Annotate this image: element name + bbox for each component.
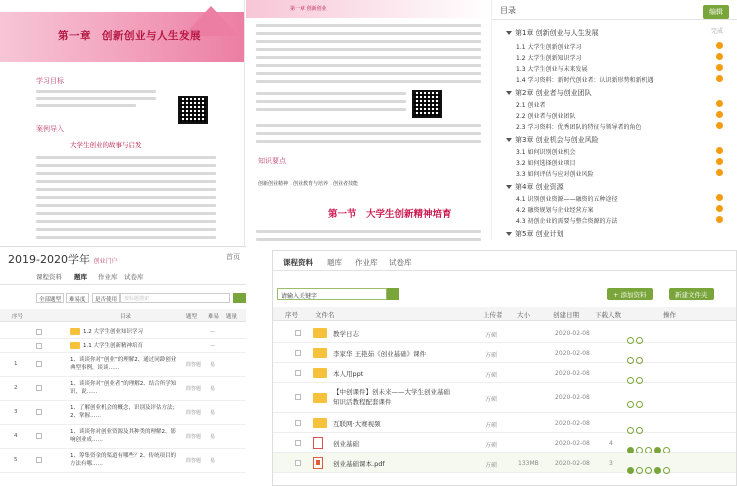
outline-header [492,0,737,20]
table-row[interactable]: 创业基础 方硕 2020-02-08 4 [273,433,737,453]
chapter-1[interactable]: 第1章 创新创业与人生发展 [506,28,599,38]
add-material-button[interactable]: + 添加资料 [607,288,653,300]
row-checkbox[interactable] [36,361,42,367]
tab-homework[interactable]: 作业库 [355,258,378,267]
row-checkbox[interactable] [295,460,301,466]
course-materials-panel [272,250,737,486]
qr-code-image [178,96,208,124]
row-checkbox[interactable] [295,370,301,376]
tab-bar [273,251,737,271]
folder-icon [313,348,327,358]
image-file-icon [313,437,323,449]
table-row[interactable]: 4 1、谈谈你对创业资源及其种类的理解2、影响创业成…… 简答题 易 [0,425,246,449]
section-1-1[interactable]: 1.1 大学生创新创业学习 [516,44,582,51]
table-header: 序号 目录 题型 难易 题量 [0,309,246,322]
folder-icon [313,368,327,378]
table-row[interactable]: 创业基础课本.pdf 方硕 133MB 2020-02-08 3 [273,453,737,473]
section-1-2[interactable]: 1.2 大学生创新知识学习 [516,55,582,62]
book-page-right [246,0,491,270]
tab-question-bank[interactable]: 题库 [327,258,342,267]
row-checkbox[interactable] [295,394,301,400]
tab-exam[interactable]: 试卷库 [124,273,144,281]
type-filter[interactable]: 全部题型 [36,293,64,303]
tab-homework[interactable]: 作业库 [98,273,118,281]
section-1-3[interactable]: 1.3 大学生创业与未来发展 [516,66,588,73]
chapter-4[interactable]: 第4章 创业资源 [506,182,564,192]
section-2-1[interactable]: 2.1 创业者 [516,102,546,109]
section-tag-goal: 学习目标 [36,77,64,85]
chapter-5[interactable]: 第5章 创业计划 [506,229,564,239]
search-button[interactable] [233,293,246,303]
home-link[interactable]: 首页 [226,253,240,261]
section-4-1[interactable]: 4.1 识别创业资源——融资的五种途径 [516,196,618,203]
page-title: 2019-2020学年 创业门户 [8,253,118,266]
table-row[interactable]: 本人用ppt 方硕 2020-02-08 [273,363,737,383]
row-checkbox[interactable] [295,440,301,446]
section-1-4[interactable]: 1.4 学习资料：新时代创业者：认识新形势和新机遇 [516,77,654,84]
row-checkbox[interactable] [36,433,42,439]
section-tag-case: 案例导入 [36,125,64,133]
folder-icon [313,328,327,338]
row-checkbox[interactable] [36,329,42,335]
chapter-title: 第一章 创新创业与人生发展 [58,30,201,42]
status-column-label: 完成 [710,28,723,35]
tab-materials[interactable]: 课程资料 [36,273,62,281]
search-button[interactable] [387,288,399,300]
section-2-3[interactable]: 2.3 学习资料：优秀团队的特征与领导者的角色 [516,124,642,131]
section-4-2[interactable]: 4.2 融资规划与企业经营方案 [516,207,594,214]
table-row[interactable]: 1.1 大学生创新精神培育 — [0,339,246,353]
table-row[interactable]: 教学日志 方硕 2020-02-08 [273,323,737,343]
folder-icon [313,393,327,403]
table-row[interactable]: 互联网·大赛视频 方硕 2020-02-08 [273,413,737,433]
row-checkbox[interactable] [36,409,42,415]
chapter-3[interactable]: 第3章 创业机会与创业风险 [506,135,599,145]
tab-question-bank[interactable]: 题库 [74,273,87,281]
knowledge-tag: 知识要点 [258,157,286,165]
row-actions[interactable] [627,459,672,478]
chapter-2[interactable]: 第2章 创业者与创业团队 [506,88,592,98]
row-checkbox[interactable] [36,343,42,349]
tab-exam[interactable]: 试卷库 [389,258,412,267]
table-row[interactable]: 【中创课件】创未来——大学生创业基础知识活教程配套课件 方硕 2020-02-08 [273,383,737,413]
difficulty-filter[interactable]: 难易度 [66,293,89,303]
edit-button[interactable]: 编辑 [703,5,729,19]
new-folder-button[interactable]: 新建文件夹 [669,288,714,300]
pdf-file-icon [313,457,323,469]
row-actions[interactable] [627,393,645,412]
page-header-strip [246,0,491,18]
tab-materials[interactable]: 课程资料 [283,258,313,267]
row-checkbox[interactable] [36,385,42,391]
folder-icon [313,418,327,428]
table-row[interactable]: 3 1、了解创业机会的概念，识别及评估方法；2、掌握…… 简答题 易 [0,401,246,425]
section-3-1[interactable]: 3.1 如何识别创业机会 [516,149,576,156]
tab-bar [0,269,246,285]
section-4-3[interactable]: 4.3 初创企业的需要与整合资源的方法 [516,218,618,225]
table-row[interactable]: 5 1、筹集资金的渠道有哪些？2、传统项目的方法有哪…… 简答题 易 [0,449,246,473]
section-2-2[interactable]: 2.2 创业者与创业团队 [516,113,576,120]
section-heading: 第一节 大学生创新精神培育 [328,209,452,220]
course-outline-panel [491,0,737,240]
case-title: 大学生创业的故事与启发 [70,141,142,149]
row-checkbox[interactable] [36,457,42,463]
table-row[interactable]: 2 1、谈谈你对“创业者”的理解2、结合所学知识，说…… 简答题 易 [0,377,246,401]
section-3-2[interactable]: 3.2 如何选择创业项目 [516,160,576,167]
keywords-line: 创新创业精神 创业教育与培养 创业者技能 [258,181,359,187]
section-3-3[interactable]: 3.3 如何评估与应对创业风险 [516,171,594,178]
search-input[interactable]: 请输入关键字 [277,288,387,300]
folder-icon [70,342,80,349]
search-input[interactable]: 按标题搜索 [120,293,230,303]
table-row[interactable]: 1 1、谈谈你对“创业”的理解2、通过同龄创业典型事例，谈谈…… 简答题 易 [0,353,246,377]
folder-icon [70,328,80,335]
usage-filter[interactable]: 是否使用 [92,293,120,303]
row-checkbox[interactable] [295,330,301,336]
qr-code-image [412,90,442,118]
book-page-left [0,0,245,270]
outline-title: 目录 [500,6,516,15]
table-row[interactable]: 李家华 王艳茹《创业基础》课件 方硕 2020-02-08 [273,343,737,363]
page-header-label: 第一章 创新创业 [290,6,327,12]
row-checkbox[interactable] [295,350,301,356]
table-row[interactable]: 1.2 大学生创业知识学习 — [0,325,246,339]
row-checkbox[interactable] [295,420,301,426]
question-bank-panel [0,246,246,486]
table-header: 序号 文件名 上传者 大小 创建日期 下载人数 操作 [273,307,737,321]
